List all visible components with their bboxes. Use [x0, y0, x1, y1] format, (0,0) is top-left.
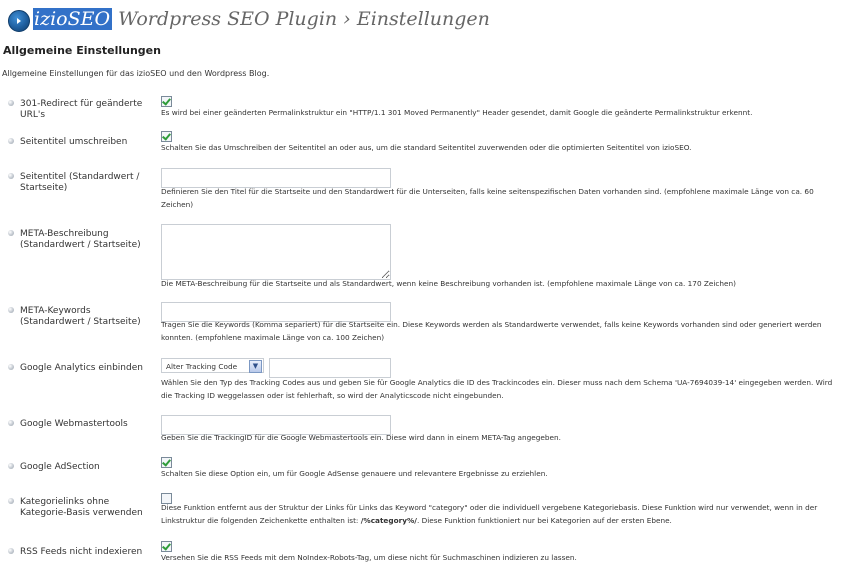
bullet-icon [8, 420, 14, 426]
setting-label: Google Analytics einbinden [8, 363, 148, 374]
bullet-icon [8, 230, 14, 236]
bullet-icon [8, 364, 14, 370]
category-code: /%category%/ [360, 515, 417, 525]
bullet-icon [8, 138, 14, 144]
setting-description: Versehen Sie die RSS Feeds mit dem NoIndex-Robots-Tag, um diese nicht für Suchmaschinen indizieren zu lassen. [161, 553, 577, 562]
section-description: Allgemeine Einstellungen für das izioSEO und den Wordpress Blog. [2, 69, 270, 78]
chevron-down-icon[interactable]: ▼ [249, 360, 262, 373]
setting-description: Wählen Sie den Typ des Tracking Codes aus und geben Sie für Google Analytics die ID des Trackincodes ein. Dieser muss nach dem Schema 'UA-7694039-14' eingegeben werden. Wird die Tracking ID weggelassen oder ist fehlerhaft, so wird der Analyticscode nicht eingebunden. [161, 378, 833, 400]
setting-description: Tragen Sie die Keywords (Komma separiert) für die Startseite ein. Diese Keywords werden als Standardwerte verwendet, falls keine Keywords vorhanden sind oder generiert werden konnten. (empfohlene maximale Länge von ca. 100 Zeichen) [161, 320, 822, 342]
bullet-icon [8, 548, 14, 554]
meta-description-textarea[interactable] [161, 224, 391, 280]
plugin-name-highlight: izioSEO [34, 8, 111, 30]
setting-label: RSS Feeds nicht indexieren [8, 547, 148, 558]
rss-noindex-checkbox[interactable] [161, 541, 172, 552]
redirect-301-checkbox[interactable] [161, 96, 172, 107]
setting-description: Schalten Sie diese Option ein, um für Google AdSense genauere und relevantere Ergebnisse zu erziehlen. [161, 469, 548, 478]
page-header [0, 0, 850, 40]
setting-label: Seitentitel umschreiben [8, 137, 148, 148]
adsection-checkbox[interactable] [161, 457, 172, 468]
page-title-rest: Wordpress SEO Plugin › Einstellungen [112, 8, 490, 30]
tracking-code-type-select[interactable] [161, 358, 264, 373]
setting-description: Es wird bei einer geänderten Permalinkstruktur ein "HTTP/1.1 301 Moved Permanently" Header gesendet, damit Google die geänderte Permalinkstruktur erkennt. [161, 108, 753, 117]
section-title: Allgemeine Einstellungen [3, 44, 161, 57]
page-title [33, 7, 490, 31]
setting-description: Die META-Beschreibung für die Startseite und als Standardwert, wenn keine Beschreibung vorhanden ist. (empfohlene maximale Länge von ca. 170 Zeichen) [161, 279, 737, 288]
setting-label: META-Keywords (Standardwert / Startseite) [8, 306, 148, 328]
bullet-icon [8, 498, 14, 504]
setting-label: Seitentitel (Standardwert / Startseite) [8, 172, 148, 194]
bullet-icon [8, 173, 14, 179]
iziseo-logo-icon [8, 10, 30, 32]
bullet-icon [8, 100, 14, 106]
setting-description: Geben Sie die TrackingID für die Google Webmastertools ein. Diese wird dann in einem META-Tag angegeben. [161, 433, 561, 442]
bullet-icon [8, 463, 14, 469]
setting-label: Google AdSection [8, 462, 148, 473]
setting-label: META-Beschreibung (Standardwert / Startseite) [8, 229, 148, 251]
page-title-input[interactable] [161, 168, 391, 188]
setting-label: Google Webmastertools [8, 419, 148, 430]
rewrite-title-checkbox[interactable] [161, 131, 172, 142]
setting-description: Definieren Sie den Titel für die Startseite und den Standardwert für die Unterseiten, falls keine seitenspezifischen Daten vorhanden sind. (empfohlene maximale Länge von ca. 60 Zeichen) [161, 187, 814, 209]
tracking-code-type-value: Alter Tracking Code [166, 362, 238, 371]
setting-description: Diese Funktion entfernt aus der Struktur der Links für Links das Keyword "category" oder die individuell vergebene Kategoriebasis. Diese Funktion wird nur verwendet, wenn in der Linkstruktur die folgenden Zeichenkette enthalten ist: /%category%/. Diese Funktion funktioniert nur bei Kategorien auf der ersten Ebene. [161, 503, 818, 525]
setting-description: Schalten Sie das Umschreiben der Seitentitel an oder aus, um die standard Seitentitel zuverwenden oder die optimierten Seitentitel von izioSEO. [161, 143, 692, 152]
setting-label: 301-Redirect für geänderte URL's [8, 99, 148, 121]
bullet-icon [8, 307, 14, 313]
setting-label: Kategorielinks ohne Kategorie-Basis verwenden [8, 497, 148, 519]
analytics-id-input[interactable] [269, 358, 391, 378]
